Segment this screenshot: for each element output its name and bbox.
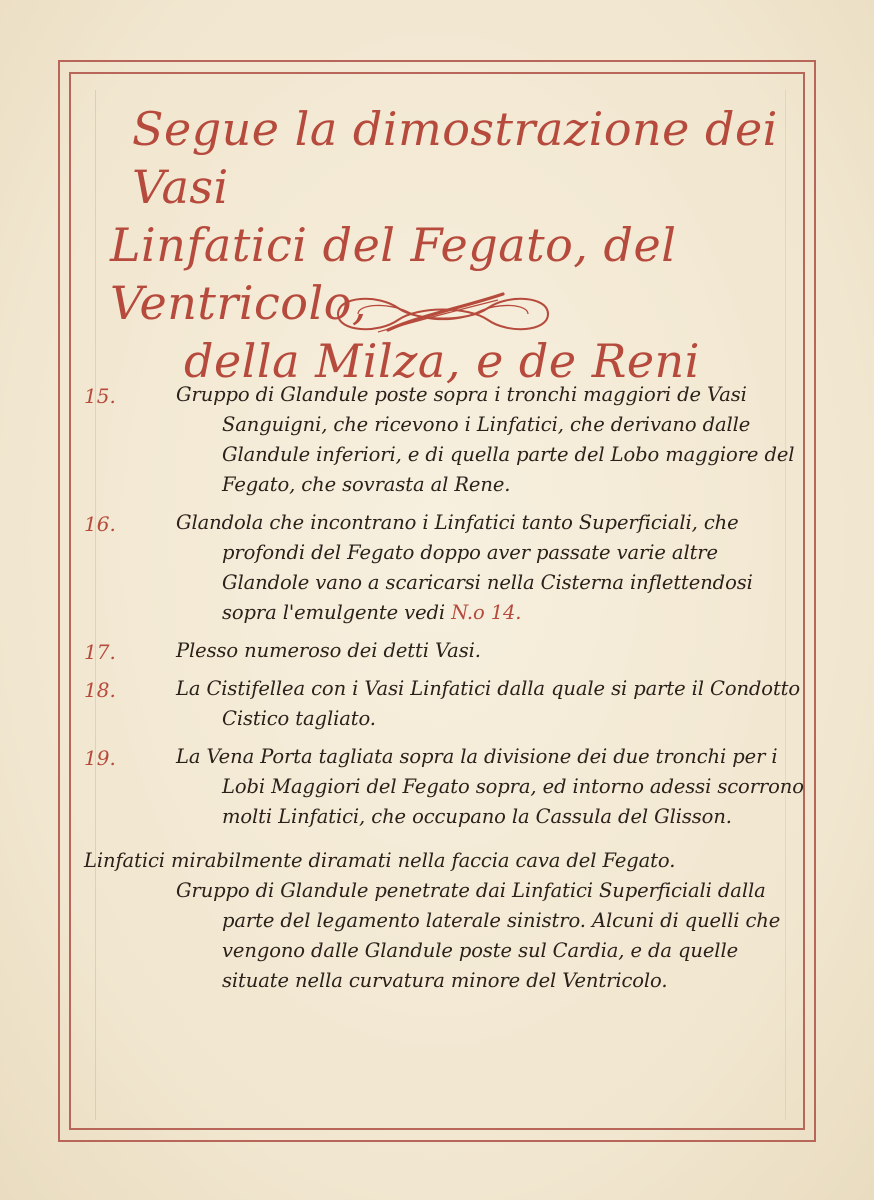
list-item [84, 636, 804, 666]
entry-text: Gruppo di Glandule penetrate dai Linfatici Superficiali dalla parte del legamento laterale sinistro. Alcuni di quelli che vengono dalle Glandule poste sul Cardia, e da quelle situate nella curvatura minore del Ventricolo. [176, 879, 781, 992]
title-line-3: della Milza, e de Reni [184, 334, 700, 388]
title-line-2: Linfatici del Fegato, del Ventricolo, [110, 218, 677, 330]
entry-text: Plesso numeroso dei detti Vasi. [176, 639, 481, 662]
entry-number: 18. [84, 678, 116, 702]
entry-text: Glandola che incontrano i Linfatici tanto Superficiali, che profondi del Fegato doppo aver passate varie altre Glandole vano a scaricarsi nella Cisterna inflettendosi sopra l'emulgente vedi [176, 511, 753, 624]
ornamental-flourish-icon [318, 286, 568, 342]
entry-text: Linfatici mirabilmente diramati nella faccia cava del Fegato. [84, 849, 676, 872]
title-line-1: Segue la dimostrazione dei Vasi [132, 102, 778, 214]
list-item [0, 846, 804, 876]
entry-text: La Cistifellea con i Vasi Linfatici dalla quale si parte il Condotto Cistico tagliato. [176, 677, 801, 730]
entry-number: 19. [84, 746, 116, 770]
entry-list [84, 380, 804, 996]
list-item [84, 742, 804, 832]
entry-number: 17. [84, 640, 116, 664]
entry-number: 15. [84, 384, 116, 408]
page-title [100, 100, 800, 390]
list-item [84, 508, 804, 628]
entry-text-wrap [176, 508, 804, 628]
entry-text: La Vena Porta tagliata sopra la divisione dei due tronchi per i Lobi Maggiori del Fegato sopra, ed intorno adessi scorrono molti Linfatici, che occupano la Cassula del Glisson. [176, 745, 804, 828]
entry-reference: N.o 14. [451, 601, 522, 624]
list-item [84, 876, 804, 996]
entry-number: 16. [84, 512, 116, 536]
list-item [84, 380, 804, 500]
entry-text: Gruppo di Glandule poste sopra i tronchi maggiori de Vasi Sanguigni, che ricevono i Linfatici, che derivano dalle Glandule inferiori, e di quella parte del Lobo maggiore del Fegato, che sovrasta al Rene. [176, 383, 795, 496]
list-item [84, 674, 804, 734]
